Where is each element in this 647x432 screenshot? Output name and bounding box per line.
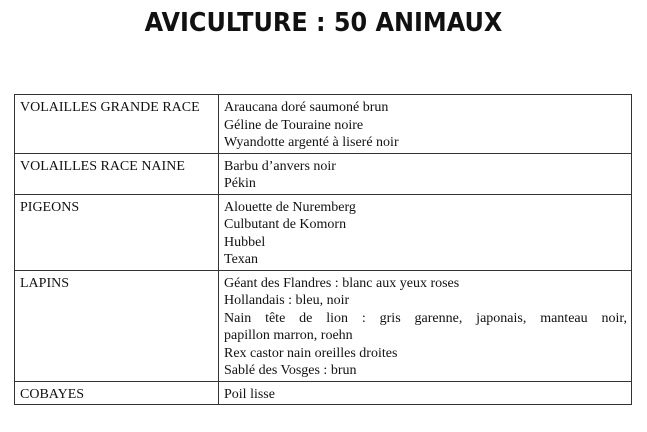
table-row — [15, 194, 632, 270]
table-row — [15, 153, 632, 194]
list-item: Barbu d’anvers noir — [224, 158, 336, 174]
items-cell — [219, 95, 632, 154]
list-item: Hollandais : bleu, noir — [224, 293, 350, 308]
list-item: Alouette de Nuremberg — [224, 199, 356, 215]
list-item: Culbutant de Komorn — [224, 217, 347, 232]
table-row — [15, 270, 632, 381]
items-cell — [219, 270, 632, 381]
list-item: Poil lisse — [224, 386, 275, 402]
animals-table — [14, 94, 632, 405]
list-item: Araucana doré saumoné brun — [224, 100, 389, 115]
items-cell — [219, 381, 632, 405]
list-item: Rex castor nain oreilles droites — [224, 345, 398, 361]
category-cell: PIGEONS — [15, 194, 219, 270]
category-cell: COBAYES — [15, 381, 219, 405]
list-item: Texan — [224, 252, 259, 267]
list-item: Sablé des Vosges : brun — [224, 363, 357, 378]
table-row — [15, 95, 632, 154]
items-cell — [219, 194, 632, 270]
items-cell — [219, 153, 632, 194]
table-row — [15, 381, 632, 405]
list-item: Hubbel — [224, 234, 266, 250]
category-cell: LAPINS — [15, 270, 219, 381]
list-item: Géant des Flandres : blanc aux yeux roses — [224, 275, 460, 291]
list-item: papillon marron, roehn — [224, 328, 353, 343]
list-item: Nain tête de lion : gris garenne, japonais, manteau noir, — [224, 310, 627, 326]
list-item: Géline de Touraine noire — [224, 117, 364, 133]
page-title: AVICULTURE : 50 ANIMAUX — [144, 8, 503, 38]
category-cell: VOLAILLES GRANDE RACE — [15, 95, 219, 154]
list-item: Wyandotte argenté à liseré noir — [224, 135, 399, 150]
category-cell: VOLAILLES RACE NAINE — [15, 153, 219, 194]
list-item: Pékin — [224, 176, 256, 191]
